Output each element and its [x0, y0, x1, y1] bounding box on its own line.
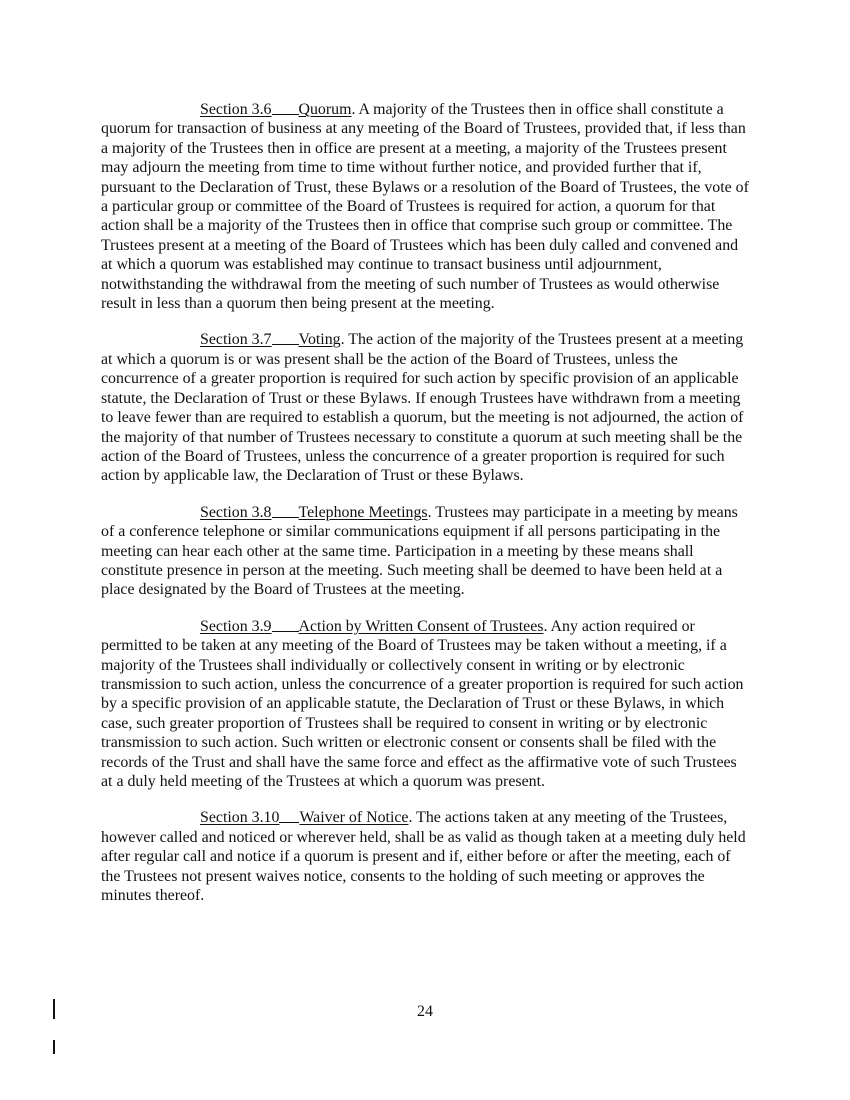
section-title: Waiver of Notice	[299, 809, 409, 827]
section-body: . Any action required or permitted to be taken at any meeting of the Board of Trustees may be taken without a meeting, if a majority of the Trustees shall individually or collectively consent in writing or by electronic transmission to such action, unless the concurrence of a greater proportion is required for such action by a specific provision of an applicable statute, the Declaration of Trust or these Bylaws, in which case, such greater proportion of Trustees shall be required to consent in writing or by electronic transmission to such action. Such written or electronic consent or consents shall be filed with the records of the Trust and shall have the same force and effect as the affirmative vote of such Trustees at a duly held meeting of the Trustees at which a quorum was present.	[101, 617, 744, 790]
section-tab-underline	[272, 618, 299, 632]
section-tab-underline	[272, 504, 299, 518]
section-number: Section 3.6	[200, 101, 272, 118]
revision-change-bar	[53, 999, 55, 1019]
section-tab-underline	[272, 331, 299, 345]
section-title: Telephone Meetings	[298, 503, 428, 521]
page-number: 24	[417, 1003, 433, 1020]
section-title: Voting	[298, 331, 341, 349]
section-3-8	[101, 503, 751, 600]
section-number: Section 3.8	[200, 503, 272, 521]
revision-change-bar	[53, 1040, 55, 1054]
section-3-9	[101, 617, 751, 792]
document-page	[101, 100, 751, 922]
section-body: . A majority of the Trustees then in office shall constitute a quorum for transaction of business at any meeting of the Board of Trustees, provided that, if less than a majority of the Trustees then in office are present at a meeting, a majority of the Trustees present may adjourn the meeting from time to time without further notice, and provided further that if, pursuant to the Declaration of Trust, these Bylaws or a resolution of the Board of Trustees, the vote of a particular group or committee of the Board of Trustees is required for action, a quorum for that action shall be a majority of the Trustees then in office that comprise such group or committee. The Trustees present at a meeting of the Board of Trustees which has been duly called and convened and at which a quorum was established may continue to transact business until adjournment, notwithstanding the withdrawal from the meeting of such number of Trustees as would otherwise result in less than a quorum then being present at the meeting.	[101, 101, 749, 313]
section-body: . The actions taken at any meeting of the Trustees, however called and noticed or wherever held, shall be as valid as though taken at a meeting duly held after regular call and notice if a quorum is present and if, either before or after the meeting, each of the Trustees not present waives notice, consents to the holding of such meeting or approves the minutes thereof.	[101, 809, 746, 905]
section-3-10	[101, 808, 751, 905]
section-tab-underline	[272, 101, 299, 115]
section-body: . The action of the majority of the Trustees present at a meeting at which a quorum is or was present shall be the action of the Board of Trustees, unless the concurrence of a greater proportion is required for such action by specific provision of an applicable statute, the Declaration of Trust or these Bylaws. If enough Trustees have withdrawn from a meeting to leave fewer than are required to establish a quorum, but the meeting is not adjourned, the action of the majority of that number of Trustees necessary to constitute a quorum at such meeting shall be the action of the Board of Trustees, unless the concurrence of a greater proportion is required for such action by applicable law, the Declaration of Trust or these Bylaws.	[101, 331, 744, 485]
section-title: Quorum	[298, 101, 352, 118]
section-number: Section 3.7	[200, 331, 272, 349]
section-3-7	[101, 330, 751, 485]
section-title: Action by Written Consent of Trustees	[298, 617, 544, 635]
section-number: Section 3.10	[200, 809, 280, 827]
section-body: . Trustees may participate in a meeting by means of a conference telephone or similar communications equipment if all persons participating in the meeting can hear each other at the same time. Participation in a meeting by these means shall constitute presence in person at the meeting. Such meeting shall be deemed to have been held at a place designated by the Board of Trustees at the meeting.	[101, 503, 738, 599]
section-number: Section 3.9	[200, 617, 272, 635]
section-tab-underline	[279, 809, 299, 823]
section-3-6	[101, 100, 751, 313]
